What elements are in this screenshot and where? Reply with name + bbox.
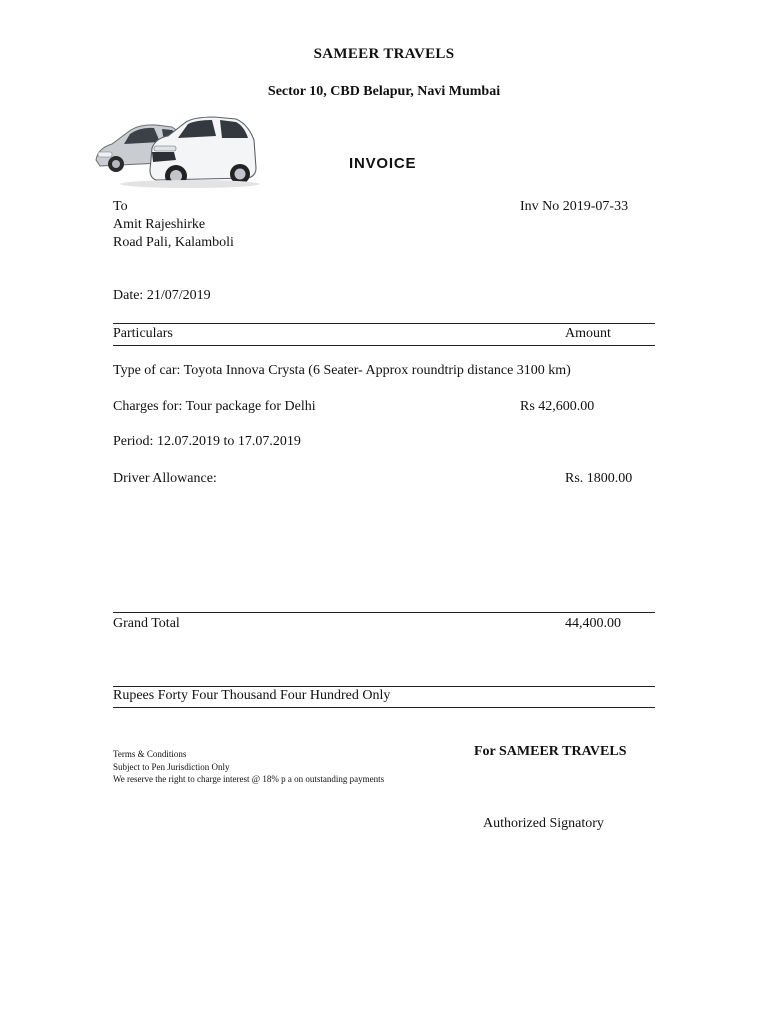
terms-line-1: Subject to Pen Jurisdiction Only [113, 761, 230, 772]
driver-allowance-label: Driver Allowance: [113, 471, 217, 486]
particulars-header: Particulars [113, 326, 173, 341]
customer-name: Amit Rajeshirke [113, 217, 206, 232]
to-label: To [113, 199, 128, 214]
car-type-line: Type of car: Toyota Innova Crysta (6 Seater- Approx roundtrip distance 3100 km) [113, 363, 571, 378]
grand-total-label: Grand Total [113, 616, 180, 631]
amount-in-words: Rupees Forty Four Thousand Four Hundred Only [113, 688, 391, 703]
customer-address: Road Pali, Kalamboli [113, 235, 234, 250]
amount-words-top-rule [113, 686, 655, 687]
for-company-label: For SAMEER TRAVELS [474, 744, 627, 759]
amount-header: Amount [565, 326, 611, 341]
charges-label: Charges for: Tour package for Delhi [113, 399, 316, 414]
invoice-date: Date: 21/07/2019 [113, 288, 211, 303]
period-line: Period: 12.07.2019 to 17.07.2019 [113, 434, 301, 449]
driver-allowance-amount: Rs. 1800.00 [565, 471, 633, 486]
invoice-title: INVOICE [349, 155, 417, 172]
table-header-top-rule [113, 323, 655, 324]
amount-words-bottom-rule [113, 707, 655, 708]
grand-total-value: 44,400.00 [565, 616, 621, 631]
cars-illustration-icon [90, 112, 260, 190]
grand-total-rule [113, 612, 655, 613]
authorized-signatory: Authorized Signatory [483, 816, 604, 831]
company-address: Sector 10, CBD Belapur, Navi Mumbai [267, 84, 501, 99]
terms-heading: Terms & Conditions [113, 749, 187, 759]
invoice-number: Inv No 2019-07-33 [520, 199, 629, 214]
charges-amount: Rs 42,600.00 [520, 399, 595, 414]
company-name: SAMEER TRAVELS [313, 46, 455, 62]
table-header-bottom-rule [113, 345, 655, 346]
terms-line-2: We reserve the right to charge interest @ 18% p a on outstanding payments [113, 774, 385, 784]
